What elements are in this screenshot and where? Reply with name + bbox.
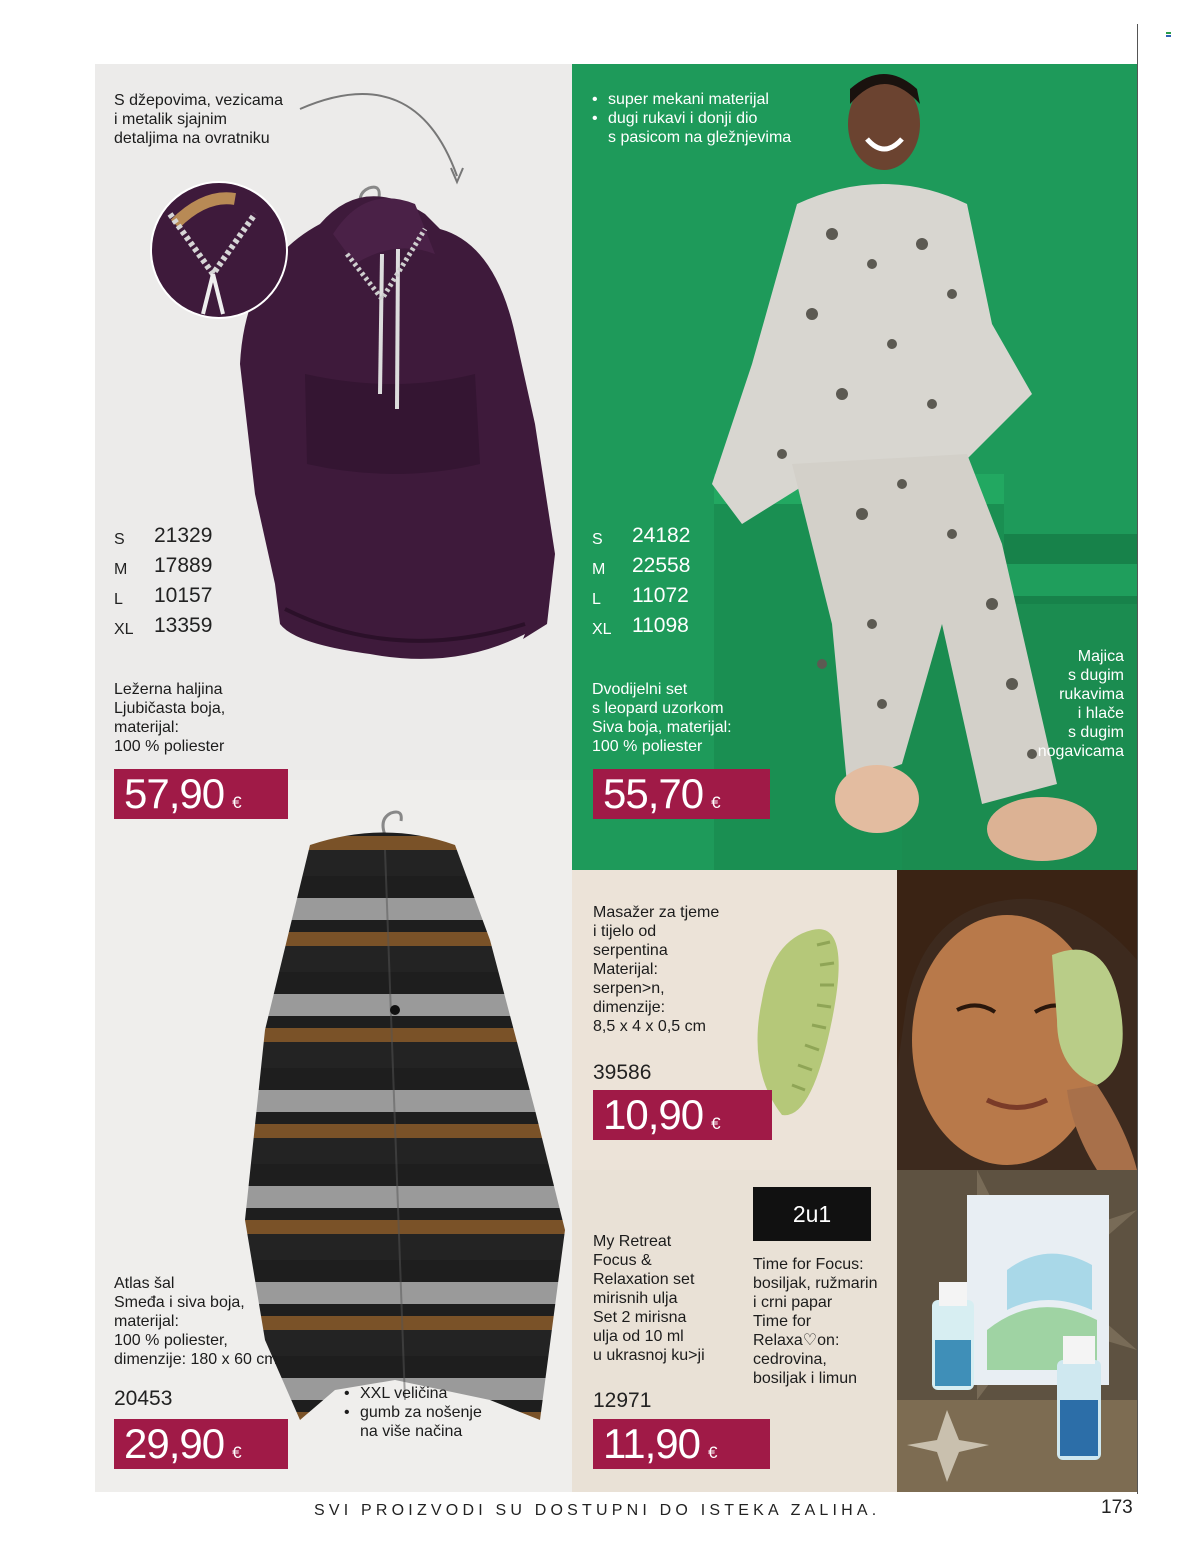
oil-set-image xyxy=(897,1170,1137,1492)
scarf-price-tag xyxy=(114,1419,288,1469)
feature-bullet: • gumb za nošenje xyxy=(344,1403,482,1422)
price-amount: 11,90 xyxy=(603,1420,700,1467)
size-row: XL 13359 xyxy=(114,614,213,638)
massager-price-tag xyxy=(593,1090,772,1140)
size-row: M 17889 xyxy=(114,554,213,578)
price-amount: 29,90 xyxy=(124,1420,225,1467)
size-row: L 11072 xyxy=(592,584,689,608)
hoodie-description: Ležerna haljina Ljubičasta boja, materijal: 100 % poliester xyxy=(114,681,226,755)
size-row: S 21329 xyxy=(114,524,213,548)
size-row: M 22558 xyxy=(592,554,691,578)
price-currency: € xyxy=(708,1443,718,1462)
size-row: L 10157 xyxy=(114,584,213,608)
price-currency: € xyxy=(232,793,242,812)
pajama-set-note: Majica s dugim rukavima i hlače s dugim nogavicama xyxy=(1037,648,1124,760)
price-amount: 57,90 xyxy=(124,770,225,817)
hoodie-panel xyxy=(95,64,572,780)
scarf-image xyxy=(95,780,572,1492)
oil-set-panel xyxy=(897,1170,1137,1492)
feature-bullet: • super mekani materijal xyxy=(592,90,791,109)
scarf-features: • XXL veličina • gumb za nošenje na više načina xyxy=(344,1384,482,1441)
pajama-description: Dvodijelni set s leopard uzorkom Siva boja, materijal: 100 % poliester xyxy=(592,681,732,755)
price-currency: € xyxy=(711,1114,721,1133)
oils-product-code: 12971 xyxy=(593,1389,652,1412)
hoodie-image xyxy=(95,64,572,780)
page-edge-line xyxy=(1137,24,1138,1494)
size-row: XL 11098 xyxy=(592,614,689,638)
oils-scent-details: Time for Focus: bosiljak, ružmarin i crni papar Time for Relaxa♡on: cedrovina, bosiljak i limun xyxy=(753,1256,878,1387)
massager-description: Masažer za tjeme i tijelo od serpentina Materijal: serpen>n, dimenzije: 8,5 x 4 x 0,5 cm xyxy=(593,904,720,1035)
massager-product-code: 39586 xyxy=(593,1061,652,1084)
scarf-product-code: 20453 xyxy=(114,1387,173,1410)
pajama-price-tag xyxy=(593,769,770,819)
feature-bullet: • XXL veličina xyxy=(344,1384,482,1403)
oils-price-tag xyxy=(593,1419,770,1469)
hoodie-size-list xyxy=(114,523,212,643)
woman-face-image xyxy=(897,870,1137,1170)
size-row: S 24182 xyxy=(592,524,691,548)
page-number: 173 xyxy=(1101,1497,1133,1518)
feature-bullet: • dugi rukavi i donji dio xyxy=(592,109,791,128)
price-amount: 55,70 xyxy=(603,770,704,817)
hoodie-feature-note: S džepovima, vezicama i metalik sjajnim detaljima na ovratniku xyxy=(114,92,283,147)
pajama-features: • super mekani materijal • dugi rukavi i donji dio s pasicom na gležnjevima xyxy=(592,90,791,147)
oils-description: My Retreat Focus & Relaxation set mirisnih ulja Set 2 mirisna ulja od 10 ml u ukrasnoj ku>ji xyxy=(593,1233,705,1364)
two-in-one-badge: 2u1 xyxy=(753,1187,871,1241)
availability-disclaimer: SVI PROIZVODI SU DOSTUPNI DO ISTEKA ZALIHA. xyxy=(314,1502,881,1519)
price-amount: 10,90 xyxy=(603,1091,704,1138)
scarf-panel xyxy=(95,780,572,1492)
price-currency: € xyxy=(232,1443,242,1462)
face-panel xyxy=(897,870,1137,1170)
hoodie-price-tag xyxy=(114,769,288,819)
price-currency: € xyxy=(711,793,721,812)
pajama-size-list xyxy=(592,523,690,643)
scarf-description: Atlas šal Smeđa i siva boja, materijal: 100 % poliester, dimenzije: 180 x 60 cm xyxy=(114,1275,278,1368)
corner-color-mark xyxy=(1166,32,1174,40)
